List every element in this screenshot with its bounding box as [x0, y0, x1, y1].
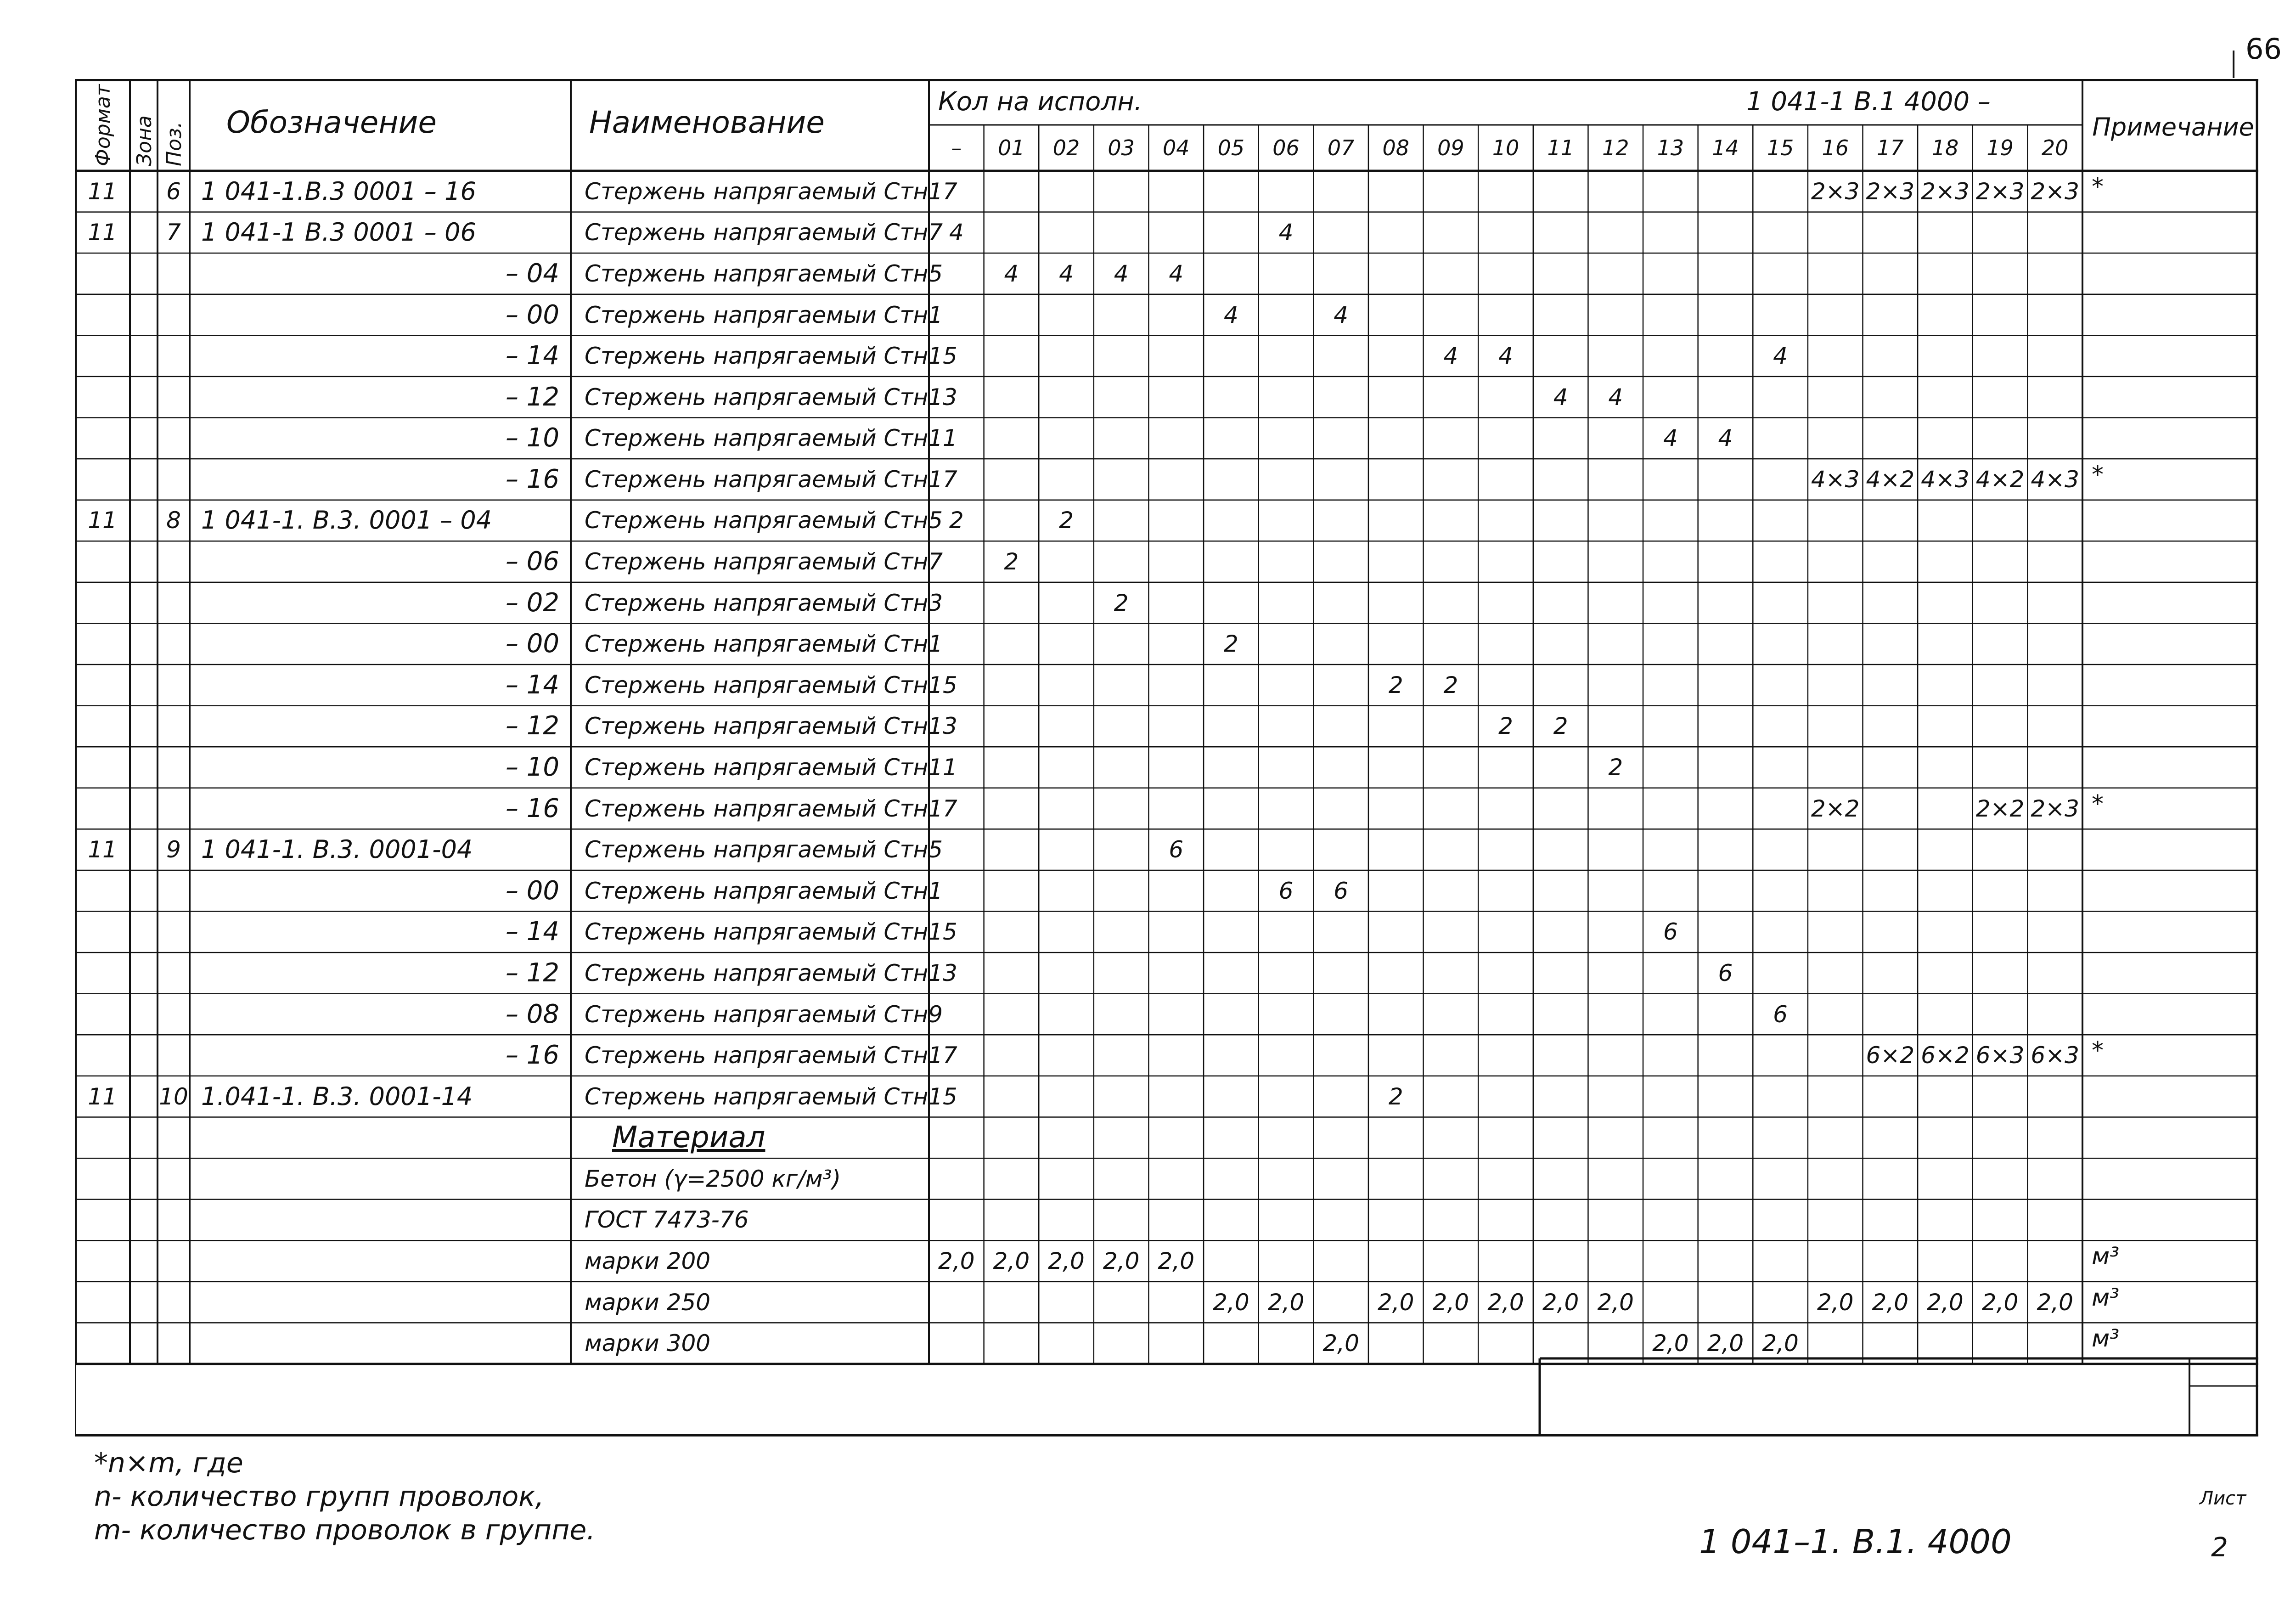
- row-quantity: 6×2: [1866, 1042, 1915, 1069]
- row-quantity: 2×2: [1975, 795, 2025, 822]
- row-quantity: 2×3: [1811, 178, 1860, 205]
- row-quantity: 2×3: [2031, 795, 2079, 822]
- row-quantity: 2×3: [1921, 178, 1970, 205]
- footnote-line-3: m- количество проволок в группе.: [94, 1514, 596, 1547]
- header-note: Примечание: [2092, 113, 2254, 141]
- row-format: 11: [88, 1083, 117, 1110]
- header-execution-17: 17: [1877, 135, 1904, 160]
- row-quantity: 6: [1334, 877, 1349, 904]
- section-heading: Материал: [612, 1121, 765, 1155]
- row-quantity: 4: [1773, 343, 1788, 370]
- row-quantity: 2,0: [1872, 1289, 1909, 1316]
- row-name: ГОСТ 7473-76: [585, 1206, 749, 1234]
- row-quantity: 2: [1553, 713, 1568, 740]
- row-quantity: 6: [1718, 959, 1733, 986]
- row-position: 6: [166, 178, 181, 205]
- row-quantity: 2,0: [1487, 1289, 1524, 1316]
- footnote-line-2: n- количество групп проволок,: [94, 1481, 544, 1513]
- row-quantity: 4×2: [1975, 466, 2025, 493]
- row-quantity: 6×3: [1975, 1042, 2025, 1069]
- header-execution-14: 14: [1712, 135, 1739, 160]
- row-designation-suffix: – 14: [505, 917, 559, 947]
- row-quantity: 2,0: [1981, 1289, 2019, 1316]
- row-note: *: [2092, 173, 2104, 201]
- row-quantity: 2,0: [993, 1248, 1030, 1275]
- sheet-label: Лист: [2200, 1488, 2246, 1509]
- row-name: Стержень напрягаемый Стн5: [585, 836, 943, 863]
- header-execution-12: 12: [1602, 135, 1629, 160]
- row-quantity: 4: [1169, 260, 1184, 287]
- row-name: марки 250: [585, 1289, 711, 1316]
- specification-table: [75, 79, 2258, 1436]
- row-designation-suffix: – 12: [505, 382, 559, 412]
- row-quantity: 4: [1334, 301, 1349, 328]
- row-designation: 1 041-1. В.3. 0001-04: [201, 835, 473, 864]
- footnote: [94, 1447, 595, 1548]
- row-name: марки 200: [585, 1248, 711, 1275]
- header-execution-04: 04: [1163, 135, 1190, 160]
- header-position: Поз.: [163, 121, 186, 166]
- row-name: Стержень напрягаемый Стн1: [585, 877, 943, 904]
- header-name: Наименование: [589, 105, 825, 140]
- row-designation-suffix: – 10: [505, 752, 559, 782]
- row-quantity: 2: [1004, 548, 1019, 575]
- row-designation-suffix: – 02: [505, 587, 559, 618]
- row-quantity: 2,0: [1762, 1330, 1799, 1357]
- header-execution-10: 10: [1492, 135, 1519, 160]
- row-quantity: 2,0: [1048, 1248, 1085, 1275]
- row-quantity: 2,0: [1707, 1330, 1744, 1357]
- row-quantity: 2,0: [938, 1248, 975, 1275]
- header-designation: Обозначение: [226, 105, 437, 140]
- row-position: 7: [166, 219, 181, 246]
- row-position: 8: [166, 507, 181, 534]
- row-quantity: 2,0: [1432, 1289, 1469, 1316]
- row-quantity: 4×3: [2031, 466, 2079, 493]
- row-name: Стержень напрягаемый Стн17: [585, 795, 957, 822]
- row-designation: 1 041-1 В.3 0001 – 06: [201, 218, 476, 247]
- row-quantity: 2: [1498, 713, 1513, 740]
- row-quantity: 4: [1114, 260, 1129, 287]
- row-name: Стержень напрягаемый Стн13: [585, 383, 957, 411]
- row-name: Стержень напрягаемый Стн11: [585, 425, 957, 452]
- row-quantity: 2,0: [2037, 1289, 2073, 1316]
- row-designation-suffix: – 04: [505, 258, 559, 288]
- row-name: Стержень напрягаемыи Стн1: [585, 301, 943, 328]
- header-execution-06: 06: [1272, 135, 1300, 160]
- row-quantity: 4×2: [1866, 466, 1915, 493]
- row-quantity: 2: [1114, 589, 1129, 616]
- row-quantity: 2,0: [1652, 1330, 1689, 1357]
- page-number-tick: [2233, 51, 2234, 78]
- row-quantity: 2×3: [2031, 178, 2079, 205]
- row-designation-suffix: – 00: [505, 299, 559, 330]
- row-quantity: 4: [1443, 343, 1458, 370]
- row-note: м³: [2092, 1243, 2120, 1271]
- page-number: 66: [2245, 32, 2282, 66]
- row-note: *: [2092, 461, 2104, 489]
- row-quantity: 2,0: [1377, 1289, 1414, 1316]
- row-quantity: 6×2: [1921, 1042, 1970, 1069]
- row-name: марки 300: [585, 1330, 711, 1357]
- row-name: Стержень напрягаемый Стн11: [585, 754, 957, 781]
- row-designation-suffix: – 14: [505, 670, 559, 700]
- row-quantity: 4: [1004, 260, 1019, 287]
- row-quantity: 6: [1663, 918, 1678, 946]
- row-quantity: 2: [1059, 507, 1074, 534]
- row-note: м³: [2092, 1325, 2120, 1353]
- row-designation-suffix: – 00: [505, 629, 559, 659]
- row-quantity: 2: [1388, 1083, 1403, 1110]
- row-designation-suffix: – 06: [505, 546, 559, 577]
- row-quantity: 4: [1553, 383, 1568, 411]
- header-execution-02: 02: [1052, 135, 1080, 160]
- header-execution-05: 05: [1217, 135, 1245, 160]
- row-format: 11: [88, 219, 117, 246]
- row-name: Стержень напрягаемый Стн15: [585, 918, 957, 946]
- row-quantity: 4: [1059, 260, 1074, 287]
- row-quantity: 2,0: [1927, 1289, 1964, 1316]
- row-quantity: 6: [1773, 1001, 1788, 1028]
- row-quantity: 2×2: [1811, 795, 1860, 822]
- row-quantity: 2,0: [1597, 1289, 1634, 1316]
- header-execution-20: 20: [2041, 135, 2069, 160]
- row-designation-suffix: – 12: [505, 711, 559, 741]
- row-quantity: 4: [1608, 383, 1623, 411]
- row-name: Стержень напрягаемый Стн13: [585, 713, 957, 740]
- row-format: 11: [88, 178, 117, 205]
- row-quantity: 4: [1718, 425, 1733, 452]
- row-designation-suffix: – 08: [505, 999, 559, 1029]
- row-quantity: 4: [1278, 219, 1294, 246]
- header-zone: Зона: [133, 115, 156, 166]
- row-name: Стержень напрягаемый Стн17: [585, 466, 957, 493]
- header-execution-08: 08: [1382, 135, 1410, 160]
- row-designation-suffix: – 14: [505, 341, 559, 371]
- row-quantity: 6×3: [2031, 1042, 2079, 1069]
- row-quantity: 2×3: [1975, 178, 2025, 205]
- row-format: 11: [88, 507, 117, 534]
- row-quantity: 6: [1278, 877, 1294, 904]
- row-name: Стержень напрягаемый Стн5: [585, 260, 943, 287]
- header-execution-15: 15: [1767, 135, 1794, 160]
- row-designation-suffix: – 10: [505, 423, 559, 453]
- footnote-line-1: *n×m, где: [94, 1447, 243, 1479]
- header-execution-07: 07: [1327, 135, 1355, 160]
- header-format: Формат: [91, 84, 115, 166]
- row-position: 9: [166, 836, 181, 863]
- header-execution-11: 11: [1547, 135, 1574, 160]
- row-note: м³: [2092, 1284, 2120, 1312]
- row-name: Стержень напрягаемый Стн13: [585, 959, 957, 986]
- row-quantity: 4: [1223, 301, 1238, 328]
- header-execution-01: 01: [998, 135, 1025, 160]
- row-designation-suffix: – 00: [505, 875, 559, 906]
- row-quantity: 4: [1498, 343, 1513, 370]
- row-quantity: 4: [949, 219, 964, 246]
- row-quantity: 2: [1608, 754, 1623, 781]
- row-name: Стержень напрягаемый Стн3: [585, 589, 943, 616]
- row-quantity: 2×3: [1866, 178, 1915, 205]
- row-quantity: 2,0: [1213, 1289, 1249, 1316]
- row-quantity: 2: [1443, 671, 1458, 698]
- title-block-code: 1 041–1. В.1. 4000: [1699, 1522, 2012, 1561]
- row-designation: 1 041-1.В.3 0001 – 16: [201, 176, 476, 206]
- row-quantity: 2,0: [1158, 1248, 1195, 1275]
- row-name: Стержень напрягаемый Стн9: [585, 1001, 943, 1028]
- row-name: Стержень напрягаемый Стн7: [585, 219, 943, 246]
- header-execution-09: 09: [1437, 135, 1464, 160]
- row-designation-suffix: – 16: [505, 793, 559, 823]
- header-execution-03: 03: [1108, 135, 1135, 160]
- row-quantity: 2,0: [1542, 1289, 1579, 1316]
- row-quantity: 2: [949, 507, 964, 534]
- row-quantity: 2,0: [1322, 1330, 1359, 1357]
- row-designation: 1 041-1. В.3. 0001 – 04: [201, 506, 492, 535]
- row-name: Стержень напрягаемый Стн15: [585, 671, 957, 698]
- row-designation: 1.041-1. В.3. 0001-14: [201, 1082, 473, 1111]
- row-name: Стержень напрягаемый Стн15: [585, 343, 957, 370]
- header-qty-document: 1 041-1 В.1 4000 –: [1746, 87, 1991, 117]
- row-name: Стержень напрягаемый Стн7: [585, 548, 943, 575]
- row-quantity: 4×3: [1811, 466, 1860, 493]
- row-name: Стержень напрягаемый Стн1: [585, 631, 943, 658]
- row-quantity: 2: [1223, 631, 1238, 658]
- row-name: Стержень напрягаемый Стн17: [585, 1042, 957, 1069]
- row-name: Стержень напрягаемый Стн17: [585, 178, 957, 205]
- header-execution-16: 16: [1822, 135, 1849, 160]
- row-designation-suffix: – 16: [505, 1040, 559, 1070]
- header-execution-18: 18: [1931, 135, 1959, 160]
- row-format: 11: [88, 836, 117, 863]
- row-name: Бетон (γ=2500 кг/м³): [585, 1165, 841, 1192]
- row-designation-suffix: – 16: [505, 464, 559, 494]
- header-execution-19: 19: [1986, 135, 2014, 160]
- row-note: *: [2092, 790, 2104, 818]
- row-quantity: 4: [1663, 425, 1678, 452]
- row-designation-suffix: – 12: [505, 958, 559, 988]
- row-quantity: 2,0: [1817, 1289, 1854, 1316]
- row-quantity: 2,0: [1267, 1289, 1305, 1316]
- header-qty-label: Кол на исполн.: [938, 87, 1142, 117]
- row-name: Стержень напрягаемый Стн15: [585, 1083, 957, 1110]
- row-name: Стержень напрягаемый Стн5: [585, 507, 943, 534]
- sheet-number: 2: [2211, 1532, 2228, 1563]
- row-quantity: 2,0: [1103, 1248, 1140, 1275]
- row-note: *: [2092, 1037, 2104, 1065]
- header-execution-13: 13: [1657, 135, 1684, 160]
- row-quantity: 6: [1169, 836, 1184, 863]
- row-quantity: 2: [1388, 671, 1403, 698]
- row-position: 10: [159, 1083, 188, 1110]
- row-quantity: 4×3: [1921, 466, 1970, 493]
- header-execution-base: –: [951, 135, 962, 160]
